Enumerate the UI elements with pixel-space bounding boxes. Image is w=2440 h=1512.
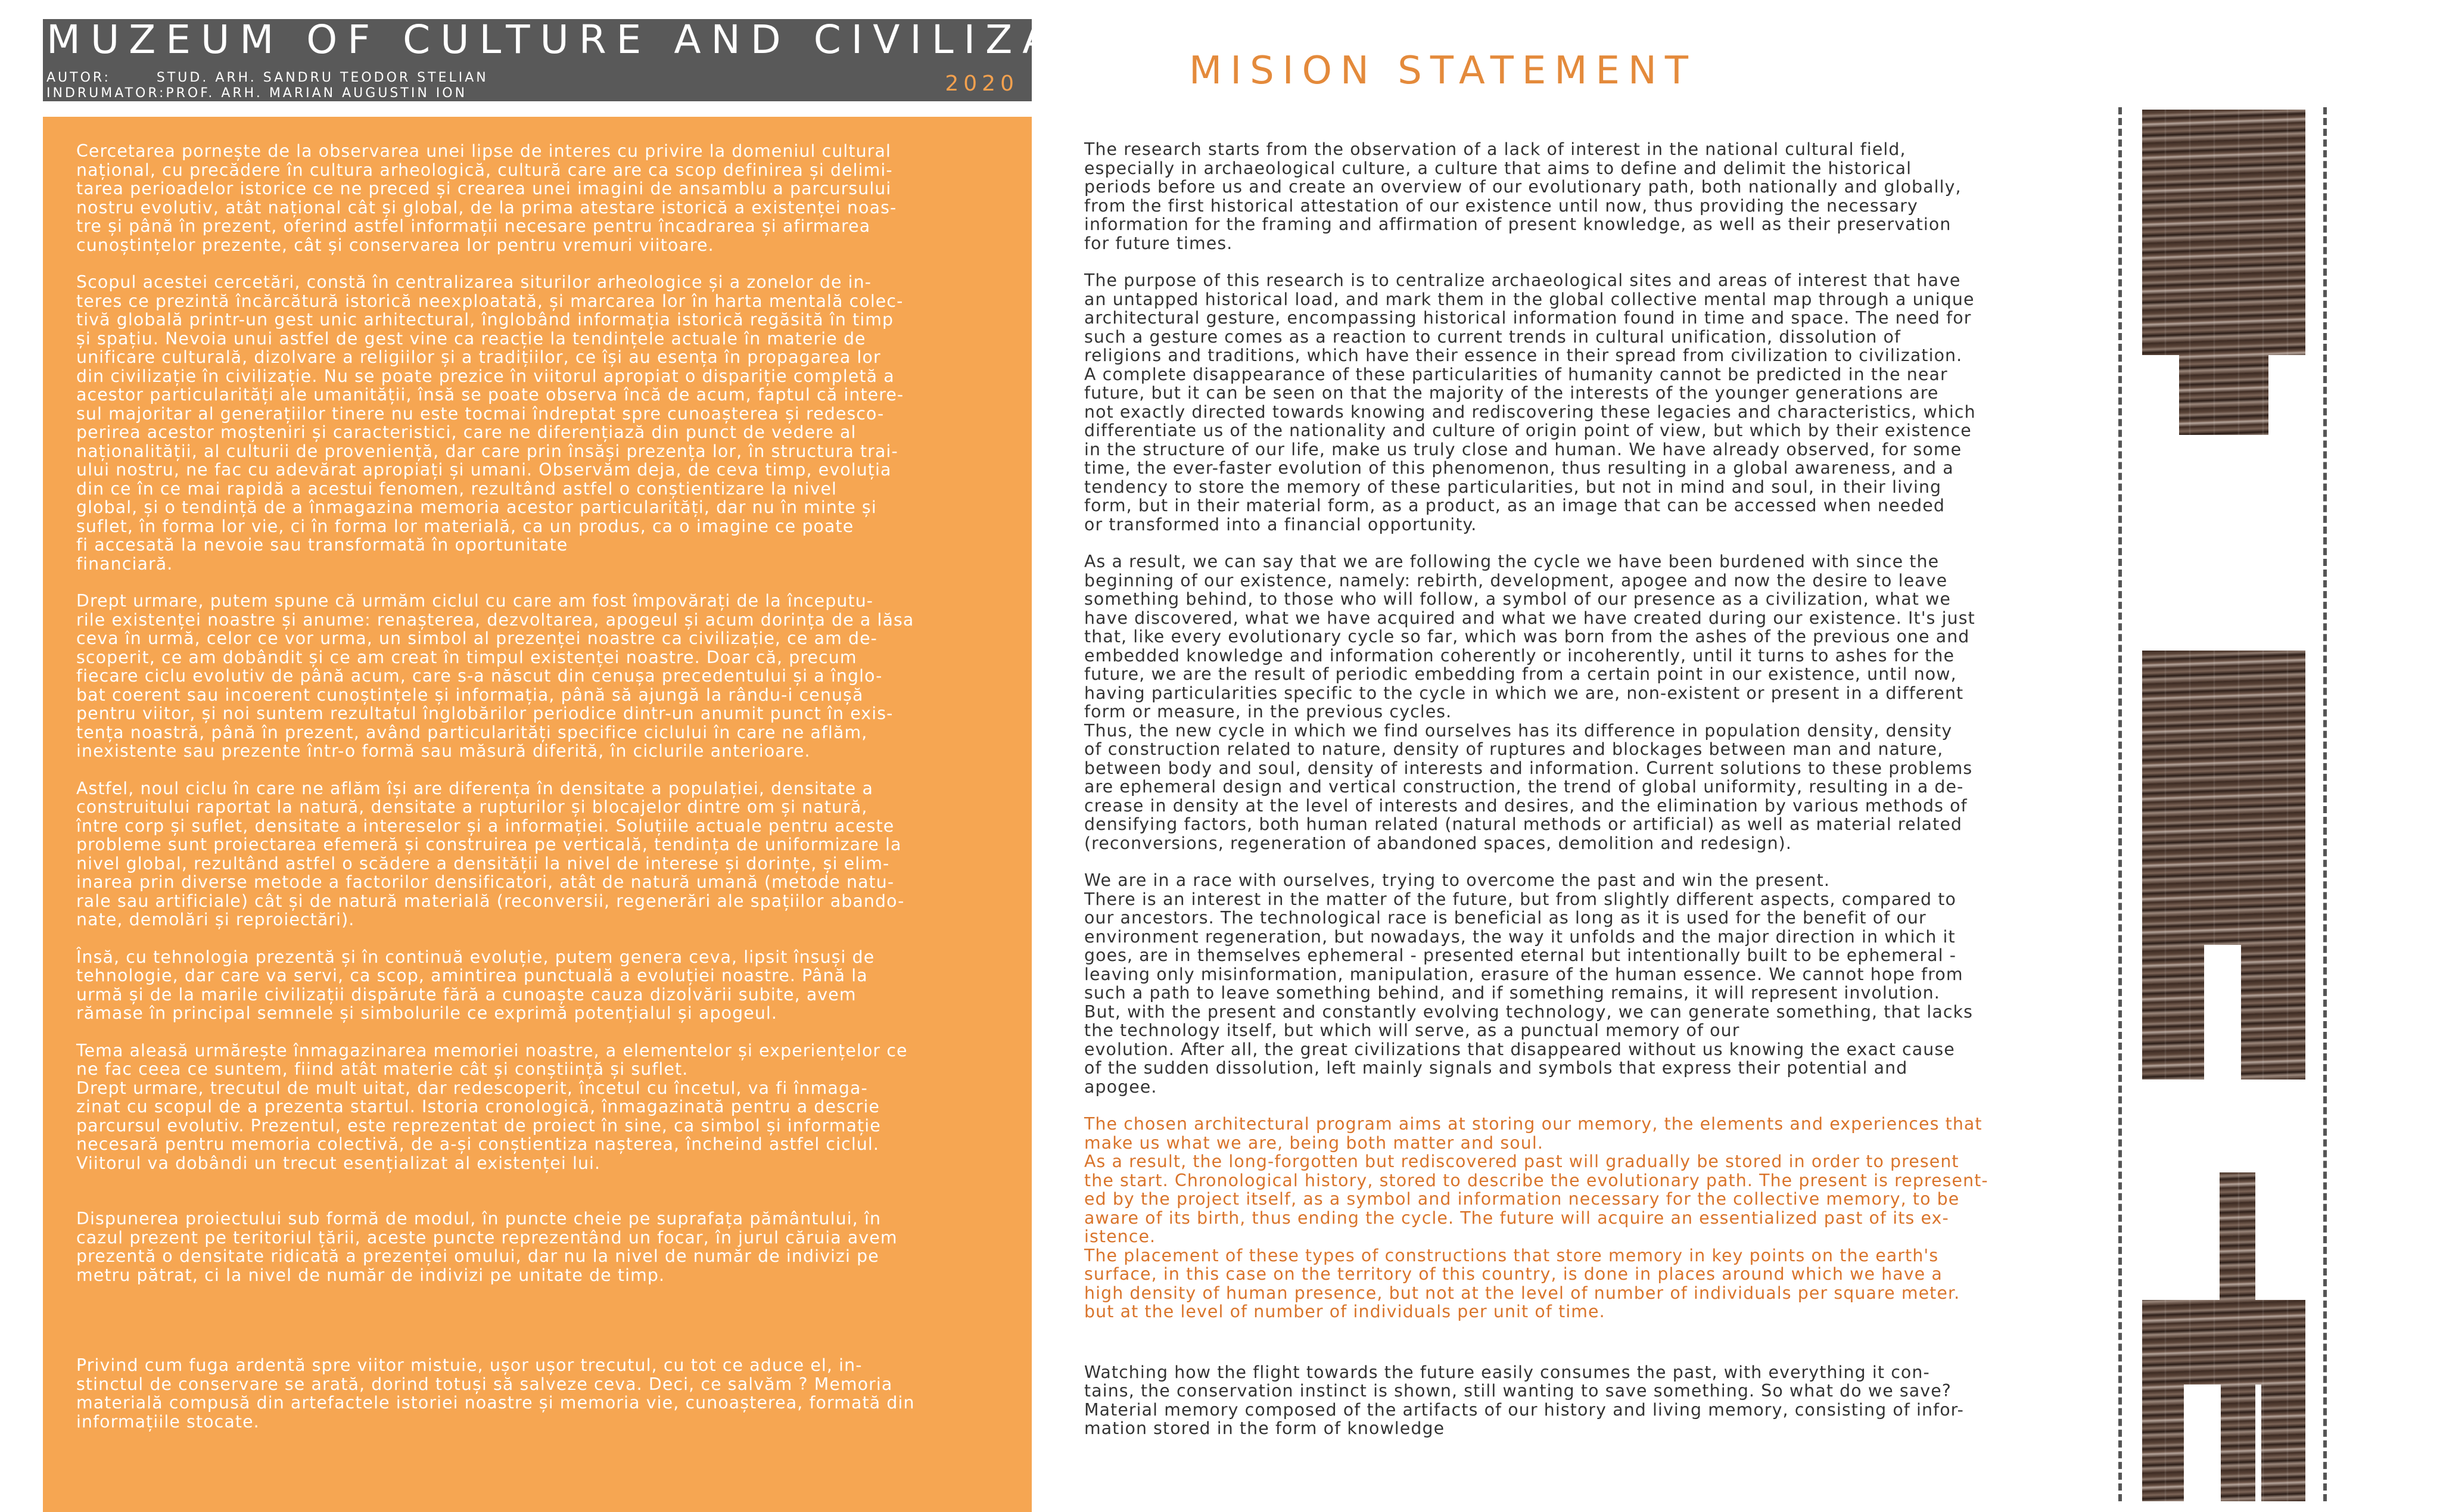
ro-paragraph-5: Însă, cu tehnologia prezentă și în continuă evoluție, putem genera ceva, lipsit însuși de tehnologie, dar care va servi, ca scop, amintirea punctuală a evoluției noastre. Până la urmă și de la marile civilizații dispărute fără a cunoaște cauza dizolvării subite, avem rămase în principal semnele și simbolurile ce exprimă potențialul și apogeul. [76, 947, 875, 1023]
module-cutout [2142, 355, 2179, 435]
ro-paragraph-8: Privind cum fuga ardentă spre viitor mistuie, ușor ușor trecutul, cu tot ce aduce el, in- stinctul de conservare se arată, dorind totuși să salveze ceva. Deci, ce salvăm ? Memoria materială compusă din artefactele istoriei noastre și memoria vie, cunoașterea, formată din informațiile stocate. [76, 1355, 915, 1432]
en-paragraph-4: We are in a race with ourselves, trying to overcome the past and win the present. There is an interest in the matter of the future, but from slightly different aspects, compared to our ancestors. The technological race is beneficial as long as it is used for the benefit of our environment regeneration, but nowadays, the way it unfolds and the major direction in which it goes, are in themselves ephemeral - presented eternal but intentionally built to be ephemeral - leaving only misinformation, manipulation, erasure of the human essence. We cannot hope from such a path to leave something behind, and if something remains, it will represent involution. But, with the present and constantly evolving technology, we can generate something, that lacks the technology itself, but which will serve, as a punctual memory of our evolution. After all, the great civilizations that disappeared without us knowing the exact cause of the sudden dissolution, left mainly signals and symbols that express their potential and apogee. [1084, 870, 1974, 1097]
dashed-guide-right [2323, 107, 2327, 1501]
romanian-text [76, 142, 1006, 1449]
ro-paragraph-1: Cercetarea pornește de la observarea unei lipse de interes cu privire la domeniul cultural național, cu precădere în cultura arheologică, cultură care are ca scop definirea și delimi- tarea perioadelor istorice ce ne preced și crearea unei imagini de ansamblu a parcursului nostru evolutiv, atât național cât și global, de la prima atestare istorică a existenței noas- tre și până în prezent, oferind astfel informații necesare pentru încadrarea și afirmarea cunoștințelor prezente, cât și conservarea lor pentru vremuri viitoare. [76, 141, 897, 255]
en-paragraph-2: The purpose of this research is to centralize archaeological sites and areas of interest that have an untapped historical load, and mark them in the global collective mental map through a unique architectural gesture, encompassing historical information found in time and space. The need for such a gesture comes as a reaction to current trends in cultural unification, dissolution of religions and traditions, which have their essence in their spread from civilization to civilization. A complete disappearance of these particularities of humanity cannot be predicted in the near future, but it can be seen on that the majority of the interests of the younger generations are not exactly directed towards knowing and rediscovering these legacies and characteristics, which differentiate us of the nationality and culture of origin point of view, but which by their existence in the structure of our life, make us truly close and human. We have already observed, for some time, the ever-faster evolution of this phenomenon, thus resulting in a global awareness, and a tendency to store the memory of these particularities, but not in mind and soul, in their living form, but in their material form, as a product, as an image that can be accessed when needed or transformed into a financial opportunity. [1084, 270, 1976, 534]
module-cutout [2255, 1172, 2305, 1300]
ro-paragraph-3: Drept urmare, putem spune că urmăm ciclul cu care am fost împovărați de la începutu- rile existenței noastre și anume: renașterea, dezvoltarea, apogeul și acum dorința de a lăsa ceva în urmă, celor ce vor urma, un simbol al prezenței noastre ca civilizație, ce am de- scoperit, ce am dobândit și ce am creat în timpul existenței noastre. Doar că, precum fiecare ciclu evolutiv de până acum, care s-a născut din cenușa precedentului și a înglo- bat coerent sau incoerent cunoștințele și informația, până să ajungă la rându-i cenușă pentru viitor, și noi suntem rezultatul înglobărilor periodice dintr-un anumit punct în exis- tența noastră, până în prezent, având particularități specifice ciclului în care ne aflăm, inexistente sau prezente într-o formă sau măsură diferită, în ciclurile anterioare. [76, 591, 914, 761]
title-bar [43, 17, 1193, 101]
year-label: 2020 [945, 71, 1019, 96]
advisor-line: INDRUMATOR:PROF. ARH. MARIAN AUGUSTIN ION [46, 86, 468, 101]
en-paragraph-3: As a result, we can say that we are following the cycle we have been burdened with since the beginning of our existence, namely: rebirth, development, apogee and now the desire to leave something behind, to those who will follow, a symbol of our presence as a civilization, what we have discovered, what we have acquired and what we have created during our existence. It's just that, like every evolutionary cycle so far, which was born from the ashes of the previous one and embedded knowledge and information coherently or incoherently, until it turns to ashes for the future, we are the result of periodic embedding from a certain point in our existence, until now, having particularities specific to the cycle in which we are, non-existent or present in a different form or measure, in the previous cycles. Thus, the new cycle in which we find ourselves has its difference in population density, density of construction related to nature, density of ruptures and blockages between man and nature, between body and soul, density of interests and information. Current solutions to these problems are ephemeral design and vertical construction, the trend of global uniformity, resulting in a de- crease in density at the level of interests and desires, and the elimination by various methods of densifying factors, both human related (natural methods or artificial) as well as material related (reconversions, regeneration of abandoned spaces, demolition and redesign). [1084, 552, 1975, 853]
mission-statement-title: MISION STATEMENT [1189, 49, 1697, 93]
module-cutout [2268, 355, 2305, 435]
ro-paragraph-7: Dispunerea proiectului sub formă de modul, în puncte cheie pe suprafața pământului, în cazul prezent pe teritoriul țării, aceste puncte reprezentând un focar, în jurul căruia avem prezentă o densitate ridicată a prezenței omului, dar nu la nivel de număr de indivizi pe metru pătrat, ci la nivel de număr de indivizi pe unitate de timp. [76, 1209, 898, 1285]
en-paragraph-1: The research starts from the observation of a lack of interest in the national cultural field, especially in archaeological culture, a culture that aims to define and delimit the historical periods before us and create an overview of our evolutionary path, both nationally and globally, from the first historical attestation of our existence until now, thus providing the necessary information for the framing and affirmation of present knowledge, as well as their preservation for future times. [1084, 139, 1962, 253]
en-paragraph-6: Watching how the flight towards the future easily consumes the past, with everything it con- tains, the conservation instinct is shown, still wanting to save something. So what do we save? Material memory composed of the artifacts of our history and living memory, consisting of infor- mation stored in the form of knowledge [1084, 1362, 1964, 1438]
module-cutout [2255, 1385, 2261, 1501]
wood-module-top [2142, 110, 2305, 435]
author-line: AUTOR: STUD. ARH. SANDRU TEODOR STELIAN [46, 70, 488, 85]
en-paragraph-5: The chosen architectural program aims at storing our memory, the elements and experiences that make us what we are, being both matter and soul. As a result, the long-forgotten but rediscovered past will gradually be stored in order to present the start. Chronological history, stored to describe the evolutionary path. The present is represent- ed by the project itself, as a symbol and information necessary for the collective memory, to be aware of its birth, thus ending the cycle. The future will acquire an essentialized past of its ex- istence. The placement of these types of constructions that store memory in key points on the earth's surface, in this case on the territory of this country, is done in places around which we have a high density of human presence, but not at the level of number of individuals per square meter. but at the level of number of individuals per unit of time. [1084, 1114, 1988, 1321]
english-text [1084, 140, 2097, 1457]
wood-module-bottom [2142, 1172, 2305, 1501]
module-cutout [2184, 1385, 2221, 1501]
ro-paragraph-6: Tema aleasă urmărește înmagazinarea memoriei noastre, a elementelor și experiențelor ce ne fac ceea ce suntem, fiind atât materie cât și conștiință și suflet. Drept urmare, trecutul de mult uitat, dar redescoperit, încetul cu încetul, va fi înmaga- zinat cu scopul de a prezenta startul. Istoria cronologică, înmagazinată pentru a descrie parcursul evolutiv. Prezentul, este reprezentat de proiect în sine, ca simbol și informație necesară pentru memoria colectivă, de a-și conștientiza nașterea, încheind astfel ciclul. Viitorul va dobândi un trecut esențializat al existenței lui. [76, 1040, 908, 1173]
module-cutout [2204, 945, 2241, 1079]
romanian-text-panel [43, 117, 1032, 1512]
ro-paragraph-2: Scopul acestei cercetări, constă în centralizarea siturilor arheologice și a zonelor de in- teres ce prezintă încărcătură istorică neexploatată, și marcarea lor în harta mentală colec- tivă globală printr-un gest unic arhitectural, înglobând informația istorică regăsită în timp și spațiu. Nevoia unui astfel de gest vine ca reacție la tendințele actuale în materie de unificare culturală, dizolvare a religiilor și a tradițiilor, ce își au esența în propagarea lor din civilizație în civilizație. Nu se poate prezice în viitorul apropiat o dispariție completă a acestor particularități ale umanității, însă se poate observa încă de acum, faptul că intere- sul majoritar al generațiilor tinere nu este tocmai îndreptat spre cunoașterea și redesco- perirea acestor moșteniri și caracteristici, care ne diferențiază din punct de vedere al naționalității, al culturii de proveniență, dar care prin însăși prezența lor, în structura trai- ului nostru, ne fac cu adevărat apropiați și umani. Observăm deja, de ceva timp, evoluția din ce în ce mai rapidă a acestui fenomen, rezultând astfel o conștientizare la nivel global, și o tendință de a înmagazina memoria acestor particularități, dar nu în minte și suflet, în forma lor vie, ci în forma lor materială, ca un produs, ca o imagine ce poate fi accesată la nevoie sau transformată în oportunitate financiară. [76, 272, 904, 574]
module-cutout [2142, 1172, 2220, 1300]
ro-paragraph-4: Astfel, noul ciclu în care ne aflăm își are diferența în densitate a populației, densitate a construitului raportat la natură, densitate a rupturilor și blocajelor dintre om și natură, între corp și suflet, densitate a intereselor și a informației. Soluțiile actuale pentru aceste probleme sunt proiectarea efemeră și construirea pe verticală, tendința de uniformizare la nivel global, rezultând astfel o scădere a densității la nivel de interese și dorințe, și elim- inarea prin diverse metode a factorilor densificatori, atât de natură umană (metode natu- rale sau artificiale) cât și de natură materială (reconversii, regenerări ale spațiilor abando- nate, demolări și reproiectări). [76, 778, 905, 929]
wood-module-middle [2142, 651, 2305, 1079]
dashed-guide-left [2118, 107, 2122, 1501]
page-title: MUZEUM OF CULTURE AND CIVILIZATION [46, 17, 1193, 63]
